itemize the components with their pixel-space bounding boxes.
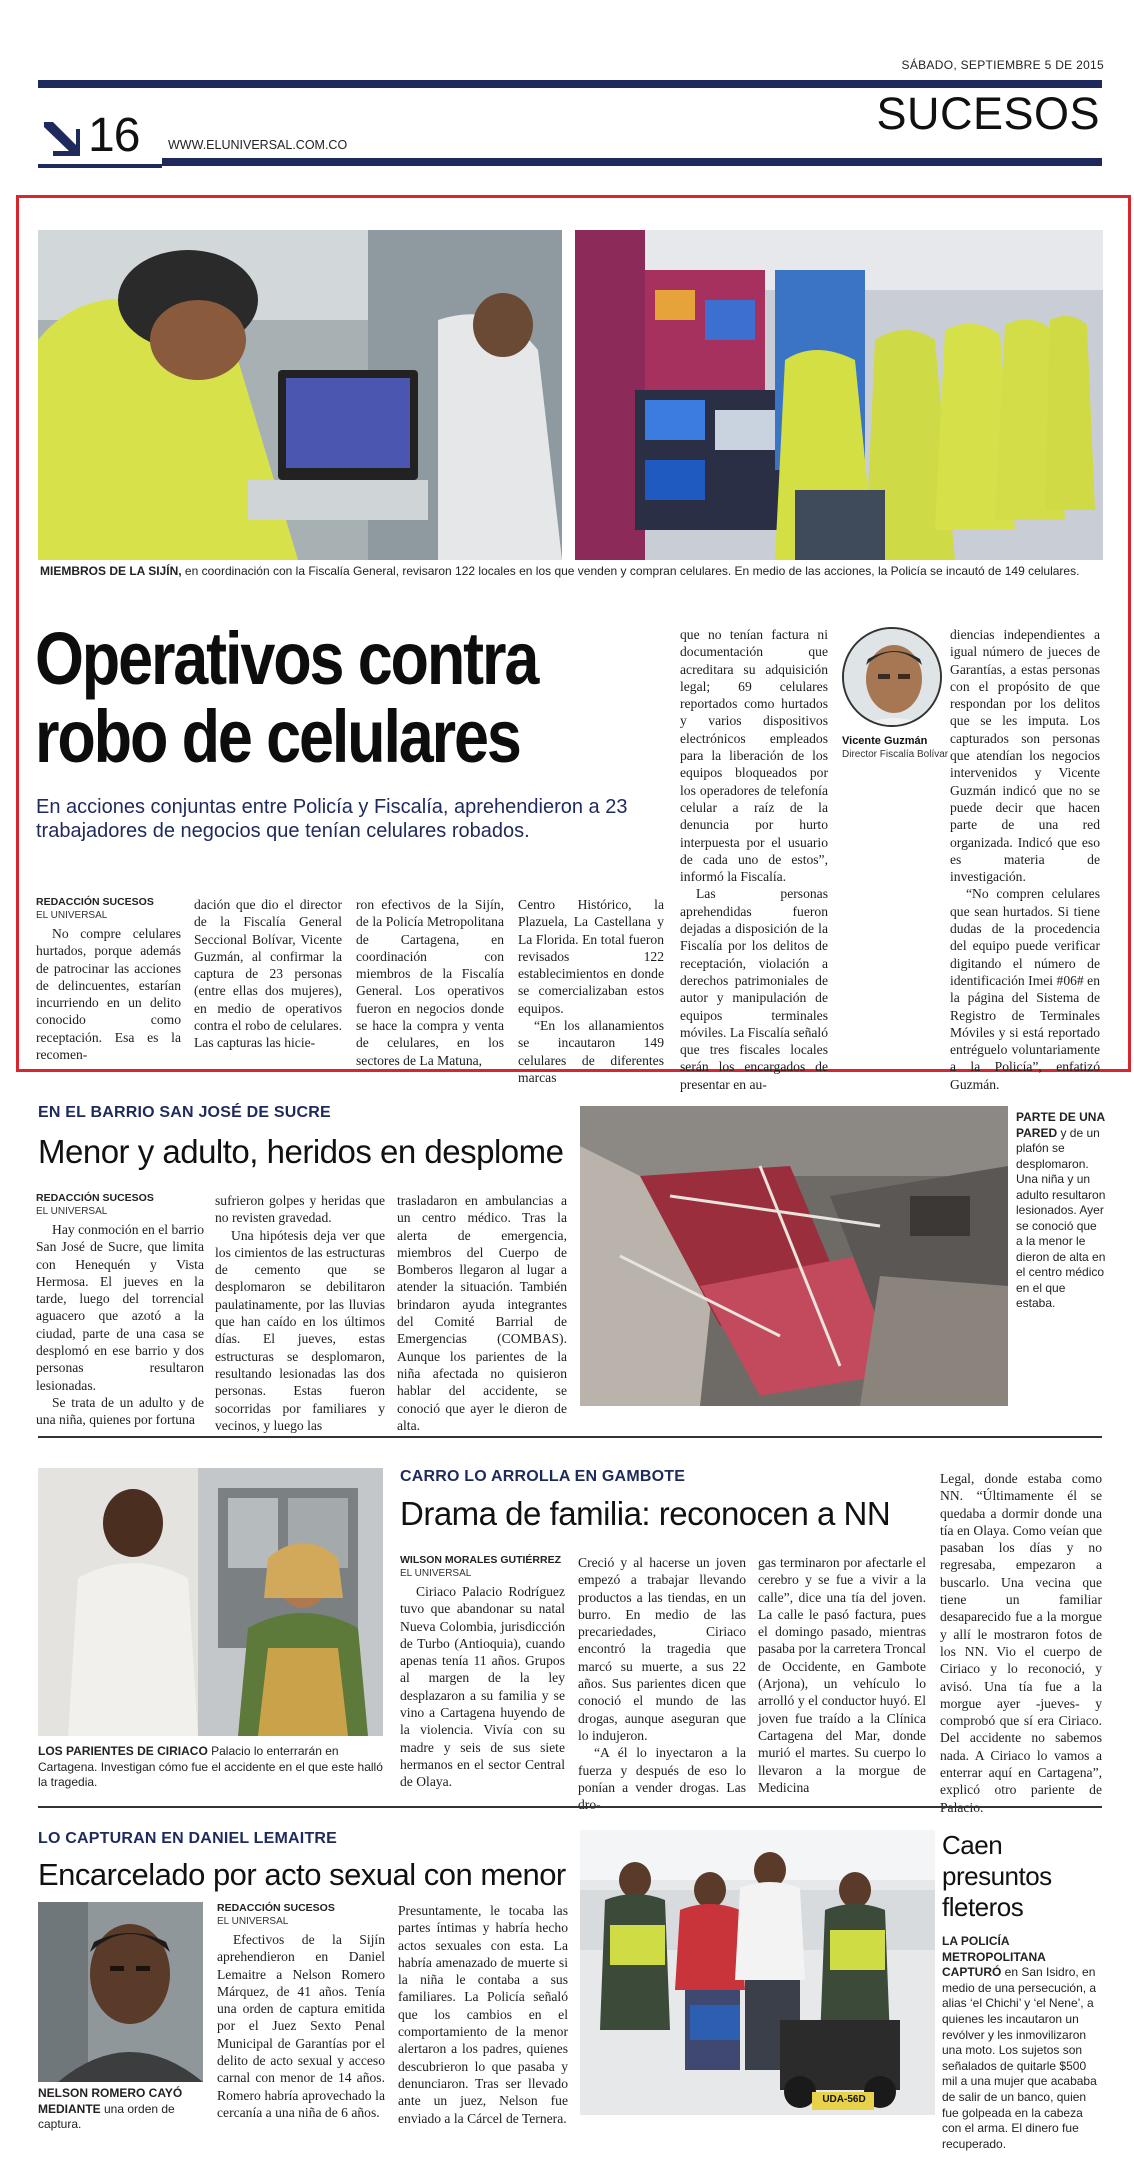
story4-caption-text: una orden de captura. <box>38 2101 175 2131</box>
feature-col-6-p2: “No compren celulares que sean hurtados. Si tiene dudas de la procedencia del equipo puede verificar digitando el número de identificación Imei #06# en la página del Sistema de Registro de Terminales Móviles y si está reportado entréguelo voluntariamente a la Policía”, enfatizó Guzmán. <box>950 886 1100 1092</box>
story2-col-2-p1: sufrieron golpes y heridas que no revisten gravedad. <box>215 1193 385 1226</box>
story3-col-4-text: Legal, donde estaba como NN. “Últimamente él se quedaba a dormir donde una tía en Olaya. Como veían que pasaban los días y no regresaba, empezaron a buscarlo. Una vecina que tiene un familiar desaparecido fue a la morgue y allí le mostraron fotos de los NN. Vio el cuerpo de Ciriaco y lo reconoció, y avisó. Una tía fue a la morgue ayer -jueves- y comprobó que sí era Ciriaco. Del accidente no sabemos nada. A Ciriaco lo vamos a enterrar aquí en Cartagena”, explicó otro pariente de Palacio. <box>940 1471 1102 1815</box>
story4-col-2 <box>398 1902 568 2127</box>
feature-col-5-p1: que no tenían factura ni documentación que acreditara su adquisición legal; 69 celulares reportados como hurtados y varios dispositivos electrónicos empleados para la liberación de los equipos bloqueados por los operadores de telefonía celular a raíz de la denuncia por hurto interpuesta por el usuario de cada uno de estos”, informó la Fiscalía. <box>680 627 828 885</box>
story4-caption-lead: NELSON ROMERO CAYÓ MEDIANTE <box>38 2086 183 2116</box>
story3-col-3-text: gas terminaron por afectarle el cerebro y se fue a vivir a la calle”, dice una tía del joven. La calle le pasó factura, pues el domingo pasado, mientras pasaba por la carretera Troncal de Occidente, en Gambote (Arjona), un vehículo lo arrolló y el conductor huyó. El joven fue traído a la Clínica Cartagena del Mar, donde murió el martes. Su cuerpo lo llevaron a la morgue de Medicina <box>758 1555 926 1795</box>
story2-col-2 <box>215 1192 385 1434</box>
feature-headline <box>35 617 579 778</box>
story5-headline-line-1: Caen <box>942 1830 1003 1860</box>
story3-caption <box>38 1744 383 1791</box>
feature-byline: REDACCIÓN SUCESOS <box>36 896 154 908</box>
page-number: 16 <box>88 109 140 162</box>
feature-col-6-p1: diencias independientes a igual número de jueces de Garantías, a estas personas con el propósito de que respondan por los delitos que se les imputa. Los capturados son personas que atendían los negocios intervenidos y Vicente Guzmán indicó que no se puede decir que hacen parte de una red organizada. Indicó que eso es materia de investigación. <box>950 627 1100 885</box>
story2-kicker: EN EL BARRIO SAN JOSÉ DE SUCRE <box>38 1104 331 1121</box>
story2-col-3-text: trasladaron en ambulancias a un centro médico. Tras la alerta de emergencia, miembros del Cuerpo de Bomberos llegaron al lugar a atender la situación. También brindaron ayuda integrantes del Comité Barrial de Emergencias (COMBAS). Aunque los parientes de la niña afectada no quisieron hablar del accidente, se conoció que ayer le dieron de alta. <box>397 1193 567 1433</box>
caption-text: en coordinación con la Fiscalía General, revisaron 122 locales en los que venden y compran celulares. En medio de las acciones, la Policía se incautó de 149 celulares. <box>181 564 1080 578</box>
story4-caption <box>38 2086 208 2133</box>
story5-body <box>942 1934 1104 2152</box>
license-plate: UDA-56D <box>822 2094 866 2105</box>
story3-byline: WILSON MORALES GUTIÉRREZ <box>400 1554 561 1566</box>
story2-byline: REDACCIÓN SUCESOS <box>36 1192 154 1204</box>
story2-col-1 <box>36 1192 204 1429</box>
feature-deck: En acciones conjuntas entre Policía y Fiscalía, aprehendieron a 23 trabajadores de negocios que tenían celulares robados. <box>36 796 628 842</box>
story3-caption-text: Palacio lo enterrarán en Cartagena. Investigan cómo fue el accidente en el que este halló la tragedia. <box>38 1744 383 1789</box>
story2-col-1-p2: Se trata de un adulto y de una niña, quienes por fortuna <box>36 1394 204 1428</box>
arrow-icon <box>40 118 80 158</box>
page-date: SÁBADO, SEPTIEMBRE 5 DE 2015 <box>901 58 1104 72</box>
photo-nelson-romero <box>38 1902 203 2082</box>
feature-col-2-text: dación que dio el director de la Fiscalía General Seccional Bolívar, Vicente Guzmán, al confirmar la captura de 23 personas (entre ellas dos mujeres), en medio de operativos contra el robo de celulares. Las capturas las hicie- <box>194 897 342 1051</box>
section-title: SUCESOS <box>876 88 1100 139</box>
caption-lead: MIEMBROS DE LA SIJÍN, <box>40 564 182 578</box>
divider-2 <box>38 1806 1102 1808</box>
feature-col-1-text: No compre celulares hurtados, porque además de patrocinar las acciones de delincuentes, estarían incurriendo en un delito conocido como receptación. Esa es la recomen- <box>36 926 181 1063</box>
story3-col-4 <box>940 1470 1102 1816</box>
feature-col-3 <box>356 896 504 1069</box>
story3-kicker: CARRO LO ARROLLA EN GAMBOTE <box>400 1468 686 1485</box>
story2-caption <box>1016 1110 1106 1312</box>
header-bottom-bar <box>162 158 1102 166</box>
story3-col-1-text: Ciriaco Palacio Rodríguez tuvo que abandonar su natal Nueva Colombia, jurisdicción de Turbo (Antioquia), cuando apenas tenía 11 años. Grupos al margen de la ley desplazaron a su familia y se vino a Cartagena huyendo de la violencia. Vivía con su madre y seis de sus siete hermanos en el sector Central de Olaya. <box>400 1584 565 1790</box>
story4-col-2-text: Presuntamente, le tocaba las partes íntimas y habría hecho actos sexuales con esta. La habría amenazado de muerte si la niña le contaba a sus familiares. La Policía señaló que los cambios en el comportamiento de la menor alertaron a los padres, quienes descubrieron lo que pasaba y denunciaron. Tras ser llevado ante un juez, Nelson fue enviado a la Cárcel de Ternera. <box>398 1903 568 2126</box>
story4-headline: Encarcelado por acto sexual con menor <box>38 1857 566 1892</box>
photo-captured-suspects <box>580 1830 935 2115</box>
feature-col-6 <box>950 626 1100 1093</box>
story2-col-3 <box>397 1192 567 1434</box>
story3-org: EL UNIVERSAL <box>400 1568 472 1579</box>
story3-headline: Drama de familia: reconocen a NN <box>400 1495 891 1532</box>
story2-caption-text: y de un plafón se desplomaron. Una niña y un adulto resultaron lesionados. Ayer se conoció que a la menor le dieron de alta en el centro médico en el que estaba. <box>1016 1125 1106 1310</box>
headline-line-2: robo de celulares <box>35 695 520 778</box>
feature-col-4-p2: “En los allanamientos se incautaron 149 celulares de diferentes marcas <box>518 1018 664 1085</box>
story2-org: EL UNIVERSAL <box>36 1206 108 1217</box>
story2-headline: Menor y adulto, heridos en desplome <box>38 1133 564 1170</box>
story4-col-1-text: Efectivos de la Sijín aprehendieron en Daniel Lemaitre a Nelson Romero Márquez, de 41 años. Tenía una orden de captura emitida por el Juez Sexto Penal Municipal de Garantías por el delito de acto sexual y acceso carnal con menor de 14 años. Romero habría aprovechado la cercanía a una niña de 6 años. <box>217 1932 385 2120</box>
story5-body-text: en San Isidro, en medio de una persecución, a alias ‘el Chichi’ y ‘el Nene’, a quienes les incautaron un revólver y les inmovilizaron una moto. Los sujetos son señalados de quitarle $500 mil a una mujer que acababa de salir de un banco, quien fue golpeada en la cabeza con el arma. El dinero fue recuperado. <box>942 1965 1097 2151</box>
headline-line-1: Operativos contra <box>35 617 538 700</box>
header-top-bar <box>38 80 1102 88</box>
story5-headline-line-2: presuntos <box>942 1861 1052 1891</box>
feature-col-1 <box>36 896 181 1063</box>
story5-headline-line-3: fleteros <box>942 1892 1024 1922</box>
story4-org: EL UNIVERSAL <box>217 1916 289 1927</box>
story3-col-2-p1: Creció y al hacerse un joven empezó a trabajar llevando productos a las tiendas, en un burro. En medio de las precariedades, Ciriaco encontró la tragedia que marcó su muerte, a sus 22 años. Sus parientes dicen que conoció el mundo de las drogas, aunque aseguran que lo indujeron. <box>578 1555 746 1743</box>
feature-col-4 <box>518 896 664 1086</box>
feature-col-5-p2: Las personas aprehendidas fueron dejadas a disposición de la Fiscalía por los delitos de receptación, violación a derechos patrimoniales de autor y manipulación de equipos terminales móviles. La Fiscalía señaló que tres fiscales locales serán los encargados de presentar en au- <box>680 886 828 1092</box>
story5-headline <box>942 1830 1052 1923</box>
portrait-vicente-guzman <box>842 627 942 727</box>
feature-org: EL UNIVERSAL <box>36 910 108 921</box>
portrait-name: Vicente Guzmán <box>842 735 928 747</box>
website-url[interactable]: WWW.ELUNIVERSAL.COM.CO <box>168 138 348 152</box>
story3-caption-lead: LOS PARIENTES DE CIRIACO <box>38 1744 208 1758</box>
feature-col-3-text: ron efectivos de la Sijín, de la Policía Metropolitana de Cartagena, en coordinación con miembros de la Fiscalía General. Los operativos fueron en negocios donde se hace la compra y venta de celulares, en los sectores de La Matuna, <box>356 897 504 1068</box>
story4-byline: REDACCIÓN SUCESOS <box>217 1902 335 1914</box>
page-number-underline <box>38 164 162 168</box>
feature-col-5 <box>680 626 828 1093</box>
divider-1 <box>38 1436 1102 1438</box>
story4-kicker: LO CAPTURAN EN DANIEL LEMAITRE <box>38 1830 338 1847</box>
feature-photo-caption <box>40 564 1100 580</box>
story5-body-lead: LA POLICÍA METROPOLITANA CAPTURÓ <box>942 1934 1046 1980</box>
story3-col-3 <box>758 1554 926 1796</box>
portrait-title: Director Fiscalía Bolívar <box>842 749 949 760</box>
feature-col-4-p1: Centro Histórico, la Plazuela, La Castellana y La Florida. En total fueron revisados 122 establecimientos en donde se comercializaban estos equipos. <box>518 897 664 1016</box>
story4-col-1 <box>217 1902 385 2121</box>
photo-relatives-ciriaco <box>38 1468 383 1736</box>
photo-collapsed-wall <box>580 1106 1008 1406</box>
story2-caption-lead: PARTE DE UNA PARED <box>1016 1110 1105 1140</box>
header-white-bar <box>38 88 238 94</box>
story3-col-2 <box>578 1554 746 1813</box>
story2-col-2-p2: Una hipótesis deja ver que los cimientos de las estructuras de cemento que se desplomaron se debilitaron paulatinamente, por las lluvias que han caído en los últimos días. El jueves, estas estructuras se desplomaron, resultando lesionadas las dos personas. Estas fueron socorridas por familiares y vecinos, y luego las <box>215 1227 385 1433</box>
story2-col-1-p1: Hay conmoción en el barrio San José de Sucre, que limita con Henequén y Vista Hermosa. El jueves en la tarde, luego del torrencial aguacero que azotó a la ciudad, parte de una casa se desplomó en ese barrio y dos personas resultaron lesionadas. <box>36 1222 204 1393</box>
story3-col-2-p2: “A él lo inyectaron a la fuerza y después de eso lo ponían a vender drogas. Las dro- <box>578 1745 746 1813</box>
photo-store-shelves <box>575 230 1103 560</box>
photo-sijin-laptop <box>38 230 562 560</box>
story3-col-1 <box>400 1554 565 1791</box>
feature-col-2 <box>194 896 342 1052</box>
